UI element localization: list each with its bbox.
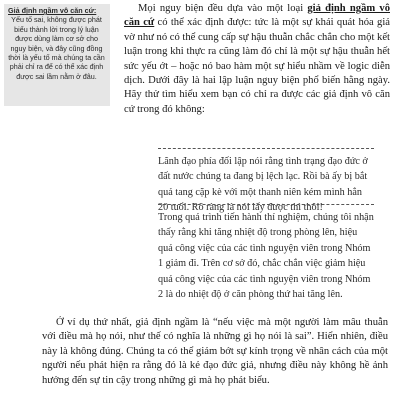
example-quote-1: Lãnh đạo phía đối lập nói rằng tình trạng đạo đức ở đất nước chúng ta đang bị lệch lạc. Rồi bà ấy bị bắt quả tang cặp kè với một thanh niên kém mình hẳn 20 tuổi. Rõ ràng là nói lấy được thì thôi! [158,156,368,214]
quote-divider [158,148,374,149]
definition-sidebar [4,4,110,106]
intro-paragraph [124,2,390,117]
intro-text-before: Mọi nguy biện đều dựa vào một loại [138,3,308,14]
sidebar-title: Giả định ngầm vô căn cứ: [8,6,97,15]
quote-divider [158,204,374,205]
example-quote-2: Trong quá trình tiến hành thí nghiệm, chúng tôi nhận thấy rằng khi tăng nhiệt độ trong phòng lên, hiệu quả công việc của các tình nguyện viên trong Nhóm 1 giảm đi. Trên cơ sở đó, chắc chắn việc giảm hiệu quả công việc của các tình nguyện viên trong Nhóm 2 là do nhiệt độ ở căn phòng thứ hai tăng lên. [158,212,374,301]
intro-text-after: có thể xác định được: tức là một sự khái quát hóa giả vờ như nó có thể cung cấp sự hậu thuẫn chắc chắn cho một kết luận trong khi thực ra cũng làm đó chỉ là một sự hậu thuẫn hết sức yếu ớt – hoặc nó bao hàm một sự hiểu nhầm về logic diễn dịch. Dưới đây là hai lập luận nguy biện phổ biến hằng ngày. Hãy thử tìm hiểu xem bạn có chỉ ra được các giả định vô căn cứ trong đó không: [124,17,390,115]
intro-highlight: giả định ngầm vô căn cứ [124,3,390,29]
analysis-paragraph: Ở ví dụ thứ nhất, giả định ngầm là “nếu việc mà một người làm mâu thuẫn với điều mà họ nói, như thế có nghĩa là những gì họ nói là sai”. Hiển nhiên, điều này là không đúng. Chúng ta có thể giảm bớt sự kính trọng về nhân cách của một người nếu phát hiện ra rằng đó là kẻ đạo đức giả, nhưng điều này không hề ảnh hưởng đến sự tin cậy trong những gì mà họ phát biểu. [42,317,388,386]
sidebar-body: Yếu tố sai, không được phát biểu thành lời trong lý luận được dùng làm cơ sở cho nguy biện, và đây cũng đồng thời là yếu tố mà chúng ta cần phải chỉ ra để có thể xác định được sai lầm nằm ở đâu. [8,15,105,81]
